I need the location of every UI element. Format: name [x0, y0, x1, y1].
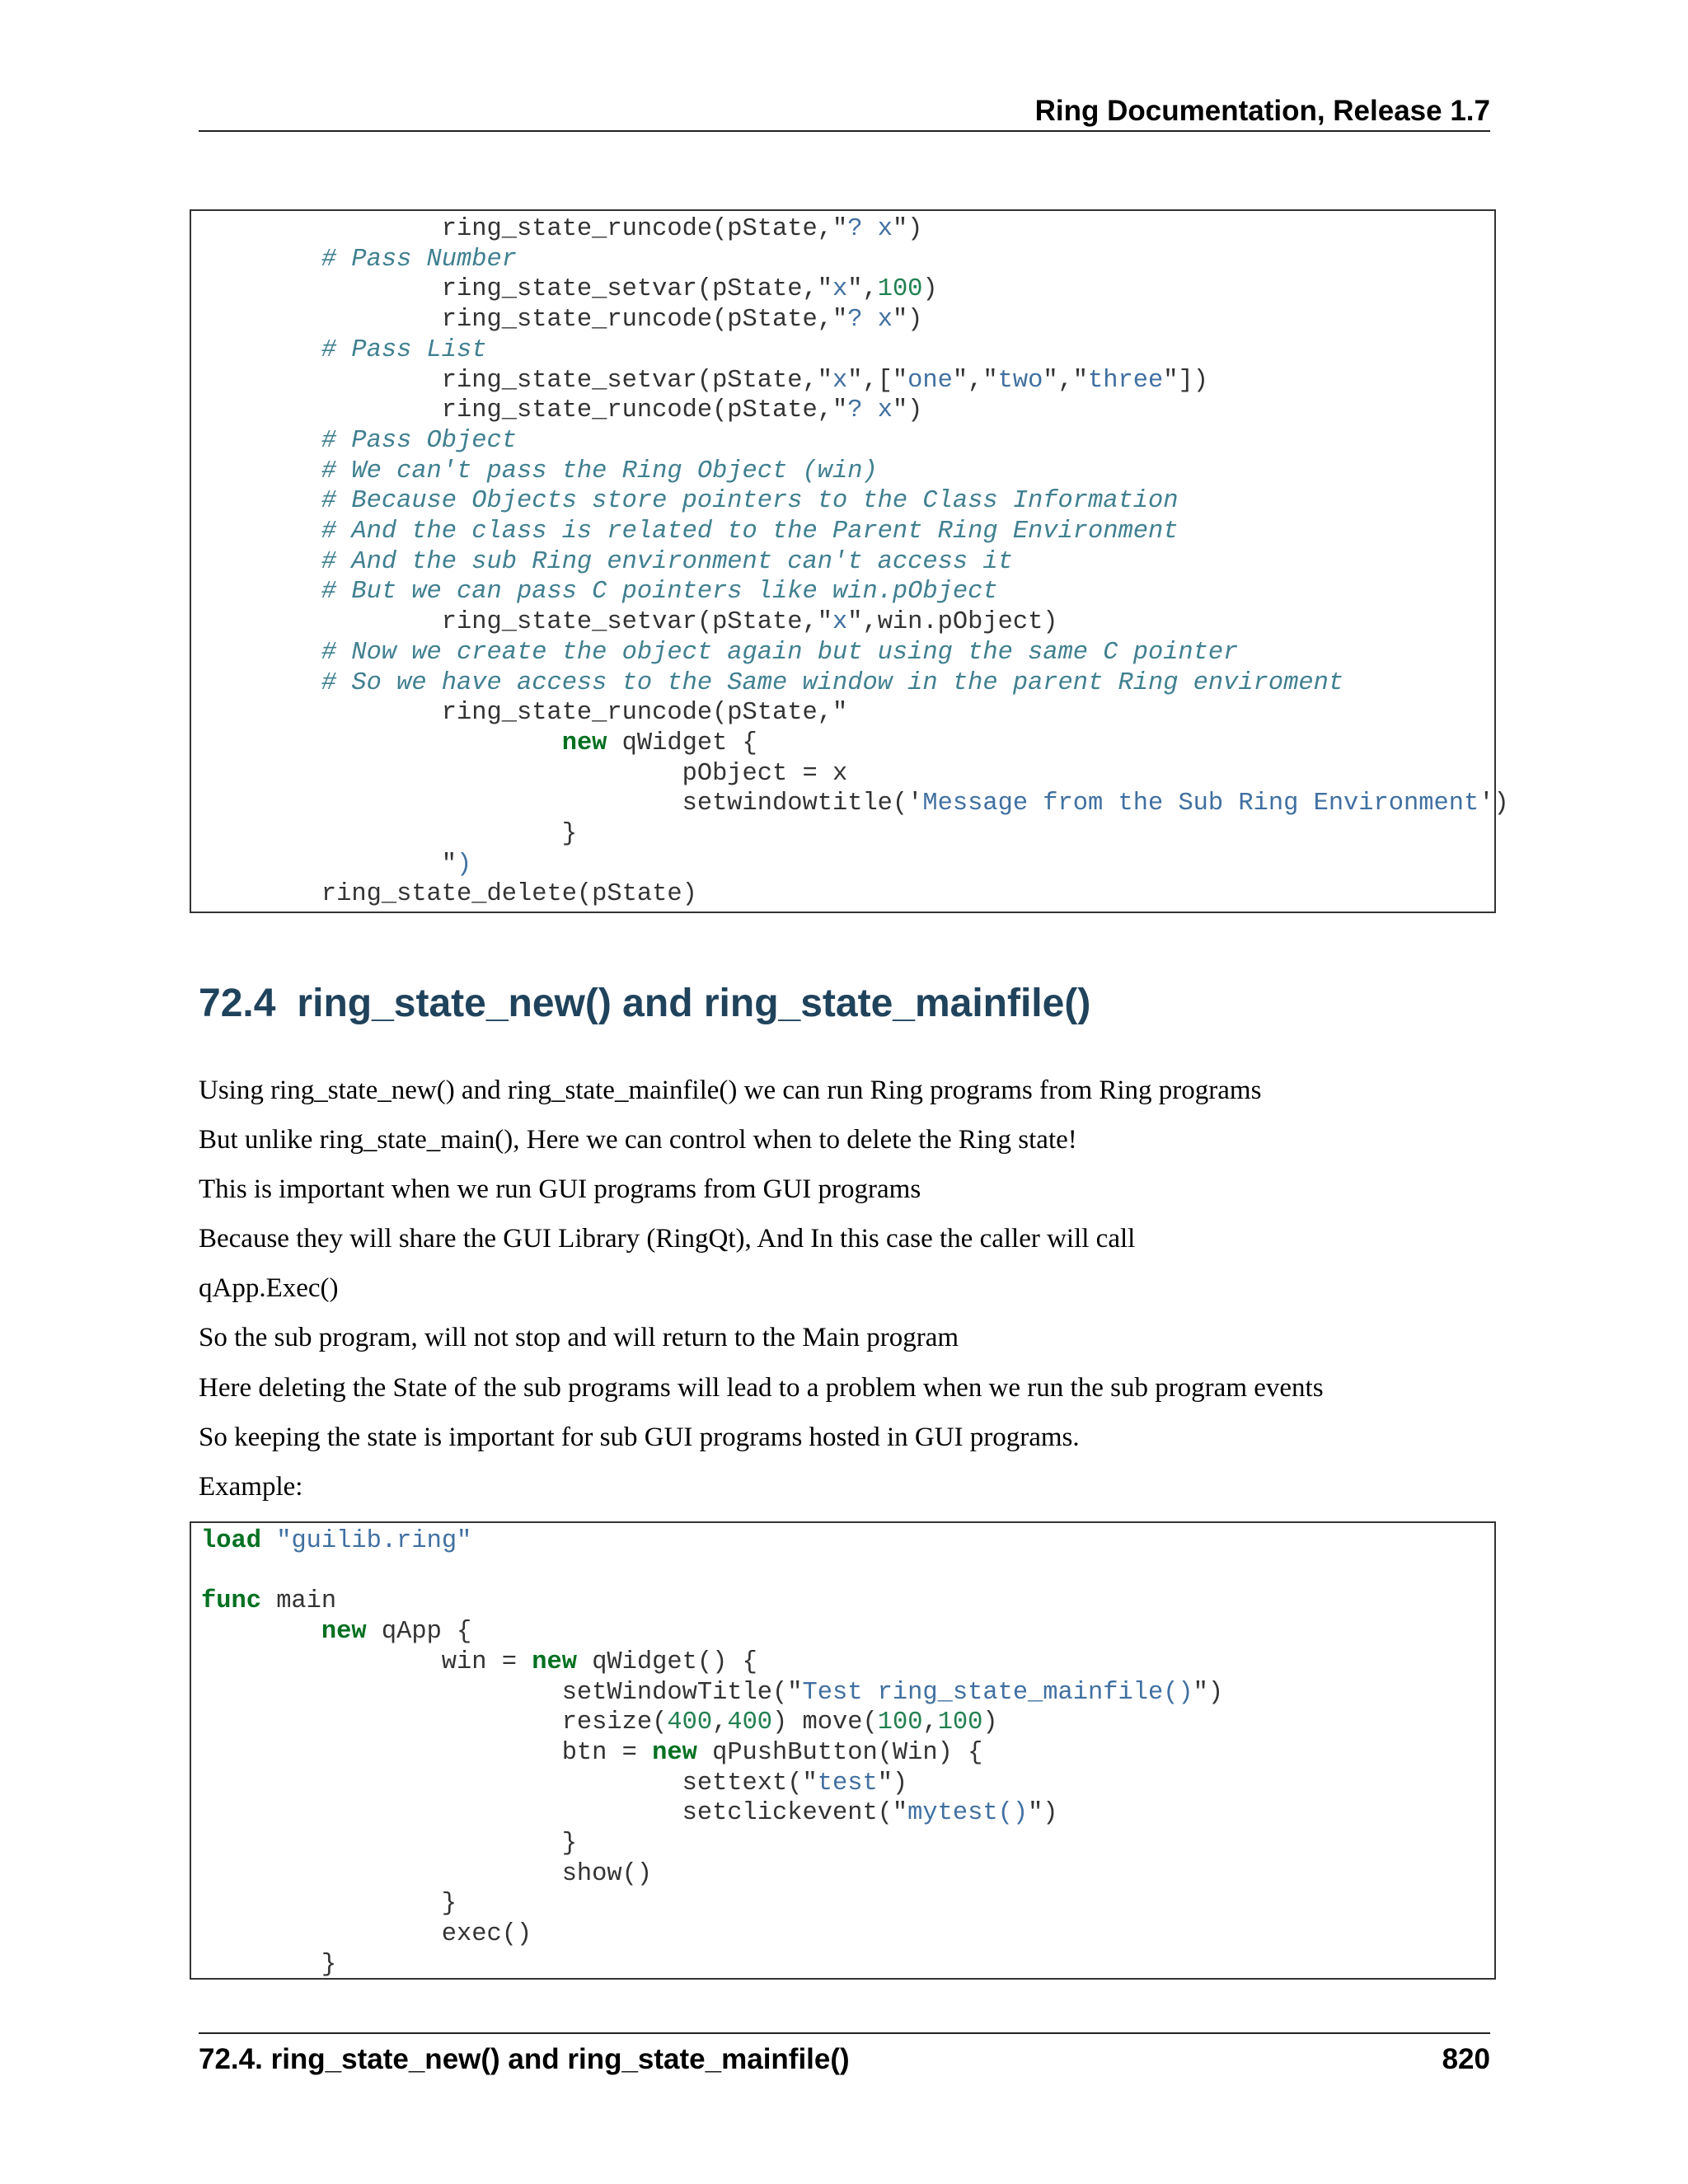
code-text: qWidget {: [607, 729, 757, 757]
code-number: 100: [877, 275, 923, 304]
code-line: [201, 851, 471, 879]
code-block-example: [190, 1521, 1496, 1980]
page-number: 820: [1442, 2043, 1490, 2075]
code-text: '): [1479, 790, 1509, 818]
code-text: "]): [1163, 366, 1208, 395]
paragraph: qApp.Exec(): [199, 1273, 339, 1304]
code-number: 400: [727, 1708, 773, 1737]
code-text: exec(): [201, 1920, 532, 1949]
code-string: mytest(): [907, 1799, 1029, 1828]
code-text: ,: [712, 1708, 728, 1737]
code-line: [201, 880, 697, 908]
code-string: two: [997, 366, 1043, 395]
code-keyword: func: [201, 1587, 261, 1616]
code-text: ",[": [847, 366, 908, 395]
code-string: x: [832, 366, 848, 395]
code-number: 100: [877, 1708, 923, 1737]
code-string: ? x: [847, 215, 893, 243]
code-comment: # But we can pass C pointers like win.pObject: [201, 578, 998, 607]
code-string: x: [832, 608, 848, 637]
code-line: [201, 487, 1178, 515]
code-comment: # Pass Number: [201, 245, 517, 274]
code-line: [201, 699, 847, 727]
code-text: ring_state_setvar(pState,": [201, 608, 832, 637]
code-comment: # And the sub Ring environment can't access it: [201, 547, 1013, 576]
code-text: ) move(: [772, 1708, 878, 1737]
code-line: [201, 367, 1208, 395]
code-line: [201, 518, 1178, 546]
code-line: [201, 306, 922, 334]
code-text: ",": [952, 366, 998, 395]
code-text: "): [892, 396, 923, 425]
code-text: main: [260, 1587, 337, 1616]
code-line: [201, 820, 577, 848]
code-text: setclickevent(": [201, 1799, 908, 1828]
section-body: [199, 1066, 1497, 1511]
code-string: "guilib.ring": [276, 1527, 472, 1555]
code-line: [201, 1860, 652, 1888]
code-line: [201, 1890, 457, 1918]
code-text: qApp {: [366, 1618, 472, 1647]
code-line: [201, 336, 487, 364]
code-line: [201, 1769, 907, 1797]
code-text: pObject = x: [201, 759, 848, 788]
header-title: Ring Documentation, Release 1.7: [1034, 95, 1490, 127]
code-text: [201, 729, 562, 757]
code-keyword: new: [321, 1618, 367, 1647]
code-line: [201, 548, 1013, 576]
code-string: ? x: [847, 396, 893, 425]
code-text: ring_state_setvar(pState,": [201, 366, 832, 395]
code-line: [201, 396, 922, 424]
code-text: ring_state_runcode(pState,": [201, 306, 848, 335]
code-text: [201, 1618, 321, 1646]
footer-section-label: 72.4. ring_state_new() and ring_state_mainfile(): [199, 2043, 850, 2075]
paragraph: But unlike ring_state_main(), Here we can control when to delete the Ring state!: [199, 1125, 1077, 1155]
code-content: [191, 211, 1509, 910]
section-number: 72.4: [199, 982, 276, 1025]
code-keyword: new: [652, 1738, 697, 1767]
code-text: "): [892, 215, 923, 243]
code-text: ,: [922, 1708, 938, 1737]
code-comment: # So we have access to the Same window in the parent Ring enviroment: [201, 668, 1344, 697]
section-heading: [199, 979, 1090, 1029]
code-keyword: new: [561, 729, 607, 757]
example-label: Example:: [199, 1471, 303, 1502]
code-text: resize(: [201, 1708, 668, 1737]
paragraph: Because they will share the GUI Library (RingQt), And In this case the caller will call: [199, 1224, 1136, 1254]
section-title: ring_state_new() and ring_state_mainfile(): [297, 982, 1091, 1025]
code-text: }: [201, 1830, 577, 1858]
code-content: [191, 1523, 1494, 1980]
code-number: 100: [937, 1708, 983, 1737]
code-block-continued: [190, 209, 1509, 913]
code-line: [201, 1679, 1223, 1707]
code-line: [201, 427, 517, 455]
code-text: win =: [201, 1647, 532, 1676]
code-text: }: [201, 1890, 457, 1919]
code-text: "): [877, 1769, 908, 1797]
code-string: three: [1088, 366, 1164, 395]
page-footer: [199, 2032, 1490, 2083]
code-text: [261, 1527, 276, 1555]
code-string: test: [817, 1769, 878, 1797]
code-text: ",win.pObject): [847, 608, 1058, 637]
code-text: ring_state_runcode(pState,": [201, 396, 848, 425]
code-line: [201, 1648, 757, 1676]
code-text: show(): [201, 1859, 653, 1888]
code-line: [201, 1618, 471, 1646]
code-text: setWindowTitle(": [201, 1678, 803, 1707]
code-text: }: [201, 820, 577, 849]
code-text: }: [201, 1950, 337, 1979]
code-text: ring_state_runcode(pState,": [201, 699, 848, 728]
code-text: ): [922, 275, 938, 304]
code-text: ring_state_delete(pState): [201, 880, 697, 909]
paragraph: Using ring_state_new() and ring_state_mainfile() we can run Ring programs from Ring programs: [199, 1076, 1262, 1105]
code-comment: # Because Objects store pointers to the Class Information: [201, 487, 1179, 516]
code-comment: # Pass List: [201, 335, 487, 364]
code-string: x: [832, 275, 848, 304]
paragraph: So keeping the state is important for sub GUI programs hosted in GUI programs.: [199, 1422, 1080, 1452]
code-text: qPushButton(Win) {: [696, 1738, 983, 1767]
code-text: "): [892, 306, 923, 335]
paragraph: So the sub program, will not stop and will return to the Main program: [199, 1323, 959, 1353]
code-line: [201, 760, 847, 788]
code-line: [201, 608, 1058, 636]
code-text: "): [1028, 1799, 1058, 1828]
code-comment: # Pass Object: [201, 426, 517, 455]
code-text: ring_state_runcode(pState,": [201, 215, 848, 243]
code-string: ? x: [847, 306, 893, 335]
code-line: [201, 669, 1343, 697]
code-comment: # And the class is related to the Parent Ring Environment: [201, 518, 1179, 546]
code-text: ): [982, 1708, 998, 1737]
code-line: [201, 1951, 336, 1979]
code-line: [201, 1799, 1058, 1827]
code-text: btn =: [201, 1738, 653, 1767]
code-line: [201, 215, 922, 243]
code-string: one: [907, 366, 953, 395]
code-string: Message from the Sub Ring Environment: [922, 790, 1479, 818]
code-line: [201, 1708, 998, 1736]
code-text: settext(": [201, 1769, 818, 1797]
code-text: ring_state_setvar(pState,": [201, 275, 832, 304]
code-line: [201, 639, 1238, 667]
page-header: [199, 92, 1490, 132]
code-line: [201, 457, 878, 485]
code-line: [201, 729, 757, 757]
code-line: [201, 246, 517, 274]
code-string: Test ring_state_mainfile(): [802, 1678, 1193, 1707]
code-line: [201, 1587, 336, 1615]
code-comment: # We can't pass the Ring Object (win): [201, 457, 878, 485]
paragraph: Here deleting the State of the sub programs will lead to a problem when we run the sub program events: [199, 1372, 1324, 1403]
paragraph: This is important when we run GUI programs from GUI programs: [199, 1174, 921, 1205]
code-keyword: load: [201, 1527, 261, 1555]
code-line: [201, 1830, 577, 1858]
code-text: ": [201, 850, 457, 879]
code-number: 400: [667, 1708, 713, 1737]
code-text: setwindowtitle(': [201, 790, 923, 818]
code-text: "): [1193, 1678, 1224, 1707]
code-line: [201, 275, 938, 303]
code-string: ): [457, 850, 472, 879]
code-text: ",: [847, 275, 878, 304]
code-line: [201, 578, 998, 606]
code-line: [201, 1527, 471, 1555]
code-text: ",": [1043, 366, 1089, 395]
code-keyword: new: [532, 1647, 577, 1676]
code-text: qWidget() {: [576, 1647, 757, 1676]
code-comment: # Now we create the object again but using the same C pointer: [201, 638, 1239, 667]
code-line: [201, 1920, 532, 1948]
code-line: [201, 790, 1509, 818]
code-line: [201, 1739, 982, 1767]
